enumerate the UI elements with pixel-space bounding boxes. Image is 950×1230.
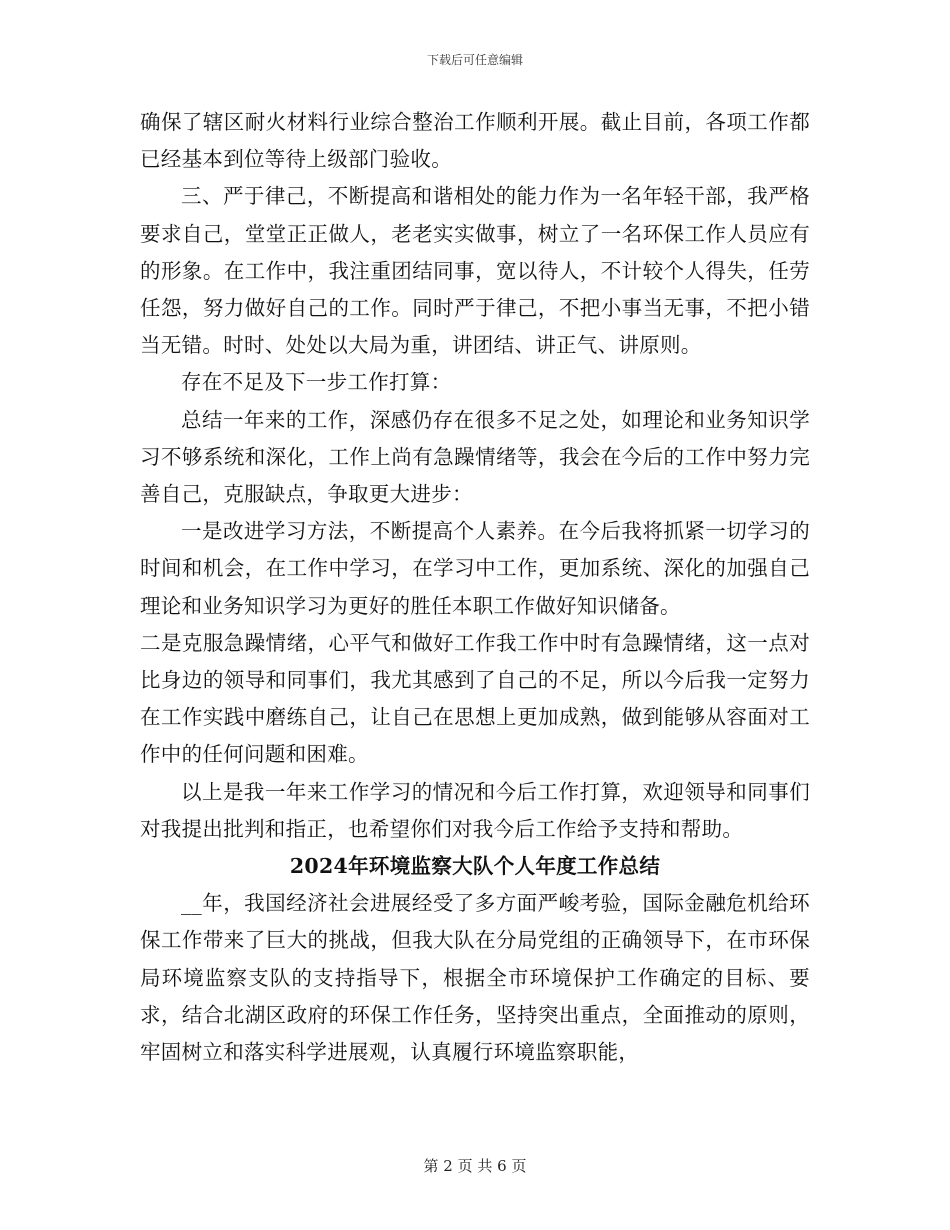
paragraph-shortcomings-heading: 存在不足及下一步工作打算： <box>181 370 452 395</box>
page-number: 第 2 页 共 6 页 <box>423 1157 527 1175</box>
paragraph-summary: 总结一年来的工作，深感仍存在很多不足之处，如理论和业务知识学习不够系统和深化，工作上尚有急躁情绪等，我会在今后的工作中努力完善自己，克服缺点，争取更大进步： <box>140 407 810 507</box>
paragraph-continuation: 确保了辖区耐火材料行业综合整治工作顺利开展。截止目前，各项工作都已经基本到位等待上级部门验收。 <box>140 110 810 172</box>
page-header-note: 下载后可任意编辑 <box>426 53 523 67</box>
paragraph-conclusion: 以上是我一年来工作学习的情况和今后工作打算，欢迎领导和同事们对我提出批判和指正，也希望你们对我今后工作给予支持和帮助。 <box>140 779 810 841</box>
paragraph-study-method: 一是改进学习方法，不断提高个人素养。在今后我将抓紧一切学习的时间和机会，在工作中学习，在学习中工作，更加系统、深化的加强自己理论和业务知识学习为更好的胜任本职工作做好知识储备。 <box>140 519 810 618</box>
paragraph-self-discipline: 三、严于律己，不断提高和谐相处的能力作为一名年轻干部，我严格要求自己，堂堂正正做人，老老实实做事，树立了一名环保工作人员应有的形象。在工作中，我注重团结同事，宽以待人，不计较个人得失，任劳任怨，努力做好自己的工作。同时严于律己，不把小事当无事，不把小错当无错。时时、处处以大局为重，讲团结、讲正气、讲原则。 <box>140 184 810 358</box>
document-body <box>140 104 810 1071</box>
paragraph-overcome-impatience: 二是克服急躁情绪，心平气和做好工作我工作中时有急躁情绪，这一点对比身边的领导和同事们，我尤其感到了自己的不足，所以今后我一定努力在工作实践中磨练自己，让自己在思想上更加成熟，做到能够从容面对工作中的任何问题和困难。 <box>140 630 810 767</box>
document-title: 2024年环境监察大队个人年度工作总结 <box>289 854 661 879</box>
paragraph-opening: __年，我国经济社会进展经受了多方面严峻考验，国际金融危机给环保工作带来了巨大的挑战，但我大队在分局党组的正确领导下，在市环保局环境监察支队的支持指导下，根据全市环境保护工作确定的目标、要求，结合北湖区政府的环保工作任务，坚持突出重点，全面推动的原则，牢固树立和落实科学进展观，认真履行环境监察职能， <box>140 891 810 1065</box>
